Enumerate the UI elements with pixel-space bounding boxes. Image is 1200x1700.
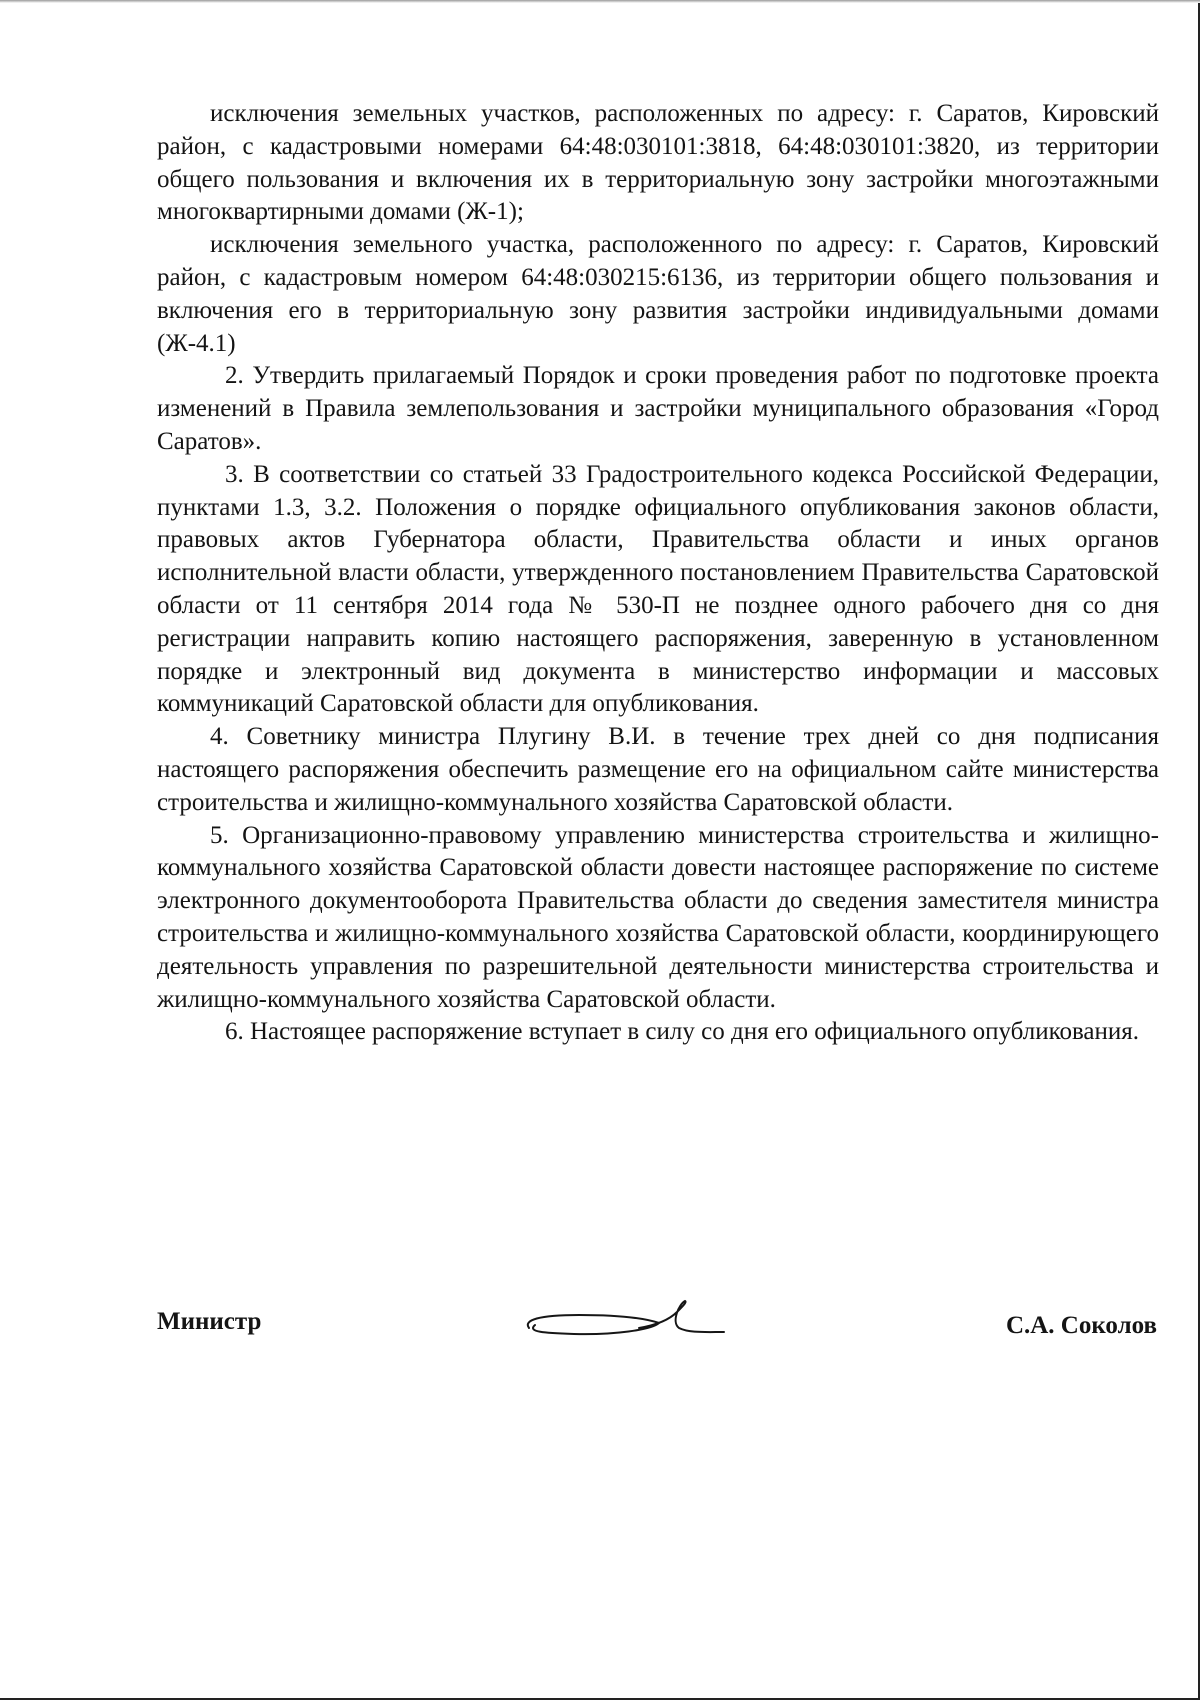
signature-block (157, 1298, 1157, 1358)
signer-name: С.А. Соколов (1005, 1312, 1157, 1339)
scan-edge (0, 0, 1200, 3)
paragraph-item-6: 6. Настоящее распоряжение вступает в силу со дня его официального опубликования. (225, 1018, 1140, 1046)
paragraph-land-exclusion-1: исключения земельных участков, расположенных по адресу: г. Саратов, Кировский район, с кадастровыми номерами 64:48:030101:3818, 64:48:030101:3820, из территории общего пользования и включения их в территориальную зону застройки многоэтажными многоквартирными домами (Ж-1); (157, 100, 1159, 226)
paragraph-item-3: 3. В соответствии со статьей 33 Градостроительного кодекса Российской Федерации, пунктами 1.3, 3.2. Положения о порядке официального опубликования законов области, правовых актов Губернатора области, Правительства области и иных органов исполнительной власти области, утвержденного постановлением Правительства Саратовской области от 11 сентября 2014 года № 530-П не позднее одного рабочего дня со дня регистрации направить копию настоящего распоряжения, заверенную в установленном порядке и электронный вид документа в министерство информации и массовых коммуникаций Саратовской области для опубликования. (157, 460, 1159, 718)
paragraph-item-4: 4. Советнику министра Плугину В.И. в течение трех дней со дня подписания настоящего распоряжения обеспечить размещение его на официальном сайте министерства строительства и жилищно-коммунального хозяйства Саратовской области. (157, 723, 1159, 816)
paragraph-item-5: 5. Организационно-правовому управлению министерства строительства и жилищно-коммунального хозяйства Саратовской области довести настоящее распоряжение по системе электронного документооборота Правительства области до сведения заместителя министра строительства и жилищно-коммунального хозяйства Саратовской области, координирующего деятельность управления по разрешительной деятельности министерства строительства и жилищно-коммунального хозяйства Саратовской области. (157, 821, 1159, 1013)
document-body (157, 98, 1159, 1049)
paragraph-item-2: 2. Утвердить прилагаемый Порядок и сроки проведения работ по подготовке проекта изменений в Правила землепользования и застройки муниципального образования «Город Саратов». (157, 362, 1159, 455)
position-title: Министр (157, 1308, 262, 1335)
handwritten-signature (519, 1298, 739, 1346)
paragraph-land-exclusion-2: исключения земельного участка, расположенного по адресу: г. Саратов, Кировский район, с кадастровым номером 64:48:030215:6136, из территории общего пользования и включения его в территориальную зону развития застройки индивидуальными домами (Ж-4.1) (157, 231, 1159, 357)
